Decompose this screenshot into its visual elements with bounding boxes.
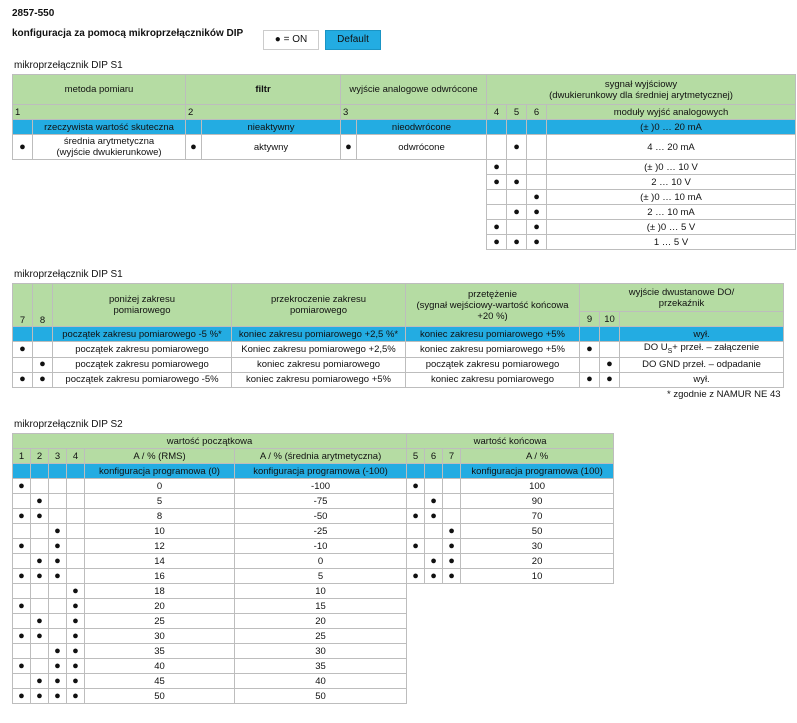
h-end: A / % xyxy=(461,449,614,464)
h-avg: A / % (średnia arytmetyczna) xyxy=(235,449,407,464)
dip-s1-table-a: metoda pomiaru filtr wyjście analogowe odwrócone sygnał wyjściowy (dwukierunkowy dla średniej arytmetycznej) 1 2 3 4 5 6 moduły wyjść analogowych rzeczywista wartość skuteczna nieaktywny nieodwrócone (± )0 … 20 mA ● średnia arytmetyczna (wyjście dwukierunkowe) ● aktywny ● odwrócone ● 4 … 20 mA ● (± )0 … 10 V ● ● 2 … 10 V ● (± )0 … 10 mA ● ● 2 … 10 mA ● ● (± )0 … 5 V ● ● ● 1 … 5 V xyxy=(12,74,796,250)
default-output: (± )0 … 20 mA xyxy=(547,120,796,135)
table-row: ● ● ● 16 5 ● ● ● 10 xyxy=(13,569,614,584)
h-metoda: metoda pomiaru xyxy=(13,75,186,105)
do-us-zalaczenie: DO $U_S+$ przeł. – załączenie xyxy=(620,342,784,358)
namur-note: * zgodnie z NAMUR NE 43 xyxy=(667,389,781,400)
metoda-srednia: średnia arytmetyczna (wyjście dwukierunkowe) xyxy=(33,135,186,160)
num-4: 4 xyxy=(487,105,507,120)
table3-title: mikroprzełącznik DIP S2 xyxy=(14,419,123,430)
table2-title: mikroprzełącznik DIP S1 xyxy=(14,269,123,280)
num-6: 6 xyxy=(527,105,547,120)
table-row: ● ● ● 40 35 xyxy=(13,659,614,674)
table-row: ● ● 20 15 xyxy=(13,599,614,614)
default-button[interactable]: Default xyxy=(325,30,381,50)
num-3: 3 xyxy=(341,105,487,120)
out-2-10v: 2 … 10 V xyxy=(547,175,796,190)
h-wartosc-koncowa: wartość końcowa xyxy=(407,434,614,449)
table1-title: mikroprzełącznik DIP S1 xyxy=(14,60,123,71)
product-code: 2857-550 xyxy=(12,8,55,19)
h-ponizej: poniżej zakresu pomiarowego xyxy=(53,284,232,327)
odwrocone: odwrócone xyxy=(357,135,487,160)
table-row: ● ● 14 0 ● ● 20 xyxy=(13,554,614,569)
table-row: ● ● ● 45 40 xyxy=(13,674,614,689)
table-row: ● ● ● ● 50 50 xyxy=(13,689,614,704)
num-1: 1 xyxy=(13,105,186,120)
out-10v: (± )0 … 10 V xyxy=(547,160,796,175)
table-row: ● 0 -100 ● 100 xyxy=(13,479,614,494)
h-filtr: filtr xyxy=(186,75,341,105)
out-1-5v: 1 … 5 V xyxy=(547,235,796,250)
table-row: ● ● 35 30 xyxy=(13,644,614,659)
default-metoda: rzeczywista wartość skuteczna xyxy=(33,120,186,135)
out-5v: (± )0 … 5 V xyxy=(547,220,796,235)
page-subtitle: konfiguracja za pomocą mikroprzełączników DIP xyxy=(12,28,244,39)
h-przetezenie: przetężenie (sygnał wejściowy-wartość końcowa +20 %) xyxy=(406,284,580,327)
default-odwrocone: nieodwrócone xyxy=(357,120,487,135)
filtr-aktywny: aktywny xyxy=(202,135,341,160)
num-10: 10 xyxy=(600,312,620,327)
h-rms: A / % (RMS) xyxy=(85,449,235,464)
table-row: ● ● 8 -50 ● ● 70 xyxy=(13,509,614,524)
h-sygnal: sygnał wyjściowy (dwukierunkowy dla średniej arytmetycznej) xyxy=(487,75,796,105)
legend-on-button[interactable]: ● = ON xyxy=(263,30,319,50)
out-4-20ma: 4 … 20 mA xyxy=(547,135,796,160)
num-8: 8 xyxy=(33,284,53,327)
table-row: ● ● ● 30 25 xyxy=(13,629,614,644)
dip-s1-table-b: 7 8 poniżej zakresu pomiarowego przekroczenie zakresu pomiarowego przetężenie (sygnał wejściowy-wartość końcowa +20 %) wyjście dwustanowe DO/ przekaźnik 9 10 początek zakresu pomiarowego -5 %* koniec zakresu pomiarowego +2,5 %* koniec zakresu pomiarowego +5% wył. ● początek zakresu pomiarowego Koniec zakresu pomiarowego +2,5% koniec zakresu pomiarowego +5% ● DO $U_S+$ przeł. – załączenie ● początek zakresu pomiarowego koniec zakresu pomiarowego początek zakresu pomiarowego ● DO GND przeł. – odpadanie ● ● początek zakresu pomiarowego -5% koniec zakresu pomiarowego +5% koniec zakresu pomiarowego ● ● wył. xyxy=(12,283,784,388)
dip-s2-table: wartość początkowa wartość końcowa 1 2 3 4 A / % (RMS) A / % (średnia arytmetyczna) 5 6 7 A / % konfiguracja programowa (0) konfiguracja programowa (-100) konfiguracja programowa (100) ● 0 -100 ● 100 ● 5 -75 ● 90 ● ● 8 -50 ● ● 70 ● 10 -25 ● 50 ● ● 12 -10 ● ● 30 ● ● 14 0 ● ● 20 ● ● ● 16 5 ● ● ● 10 ● 18 10 ● ● 20 15 ● ● 25 20 ● ● ● 30 25 ● ● 35 30 ● ● ● 40 35 ● ● ● 45 40 ● ● ● ● 50 50 xyxy=(12,433,614,704)
h-wyjscie-odwrocone: wyjście analogowe odwrócone xyxy=(341,75,487,105)
num-9: 9 xyxy=(580,312,600,327)
table-row: ● ● 25 20 xyxy=(13,614,614,629)
h-wartosc-poczatkowa: wartość początkowa xyxy=(13,434,407,449)
default-filtr: nieaktywny xyxy=(202,120,341,135)
table-row: ● 10 -25 ● 50 xyxy=(13,524,614,539)
num-7: 7 xyxy=(13,284,33,327)
num-2: 2 xyxy=(186,105,341,120)
table-row: ● 5 -75 ● 90 xyxy=(13,494,614,509)
table-row: ● 18 10 xyxy=(13,584,614,599)
table-row: ● ● 12 -10 ● ● 30 xyxy=(13,539,614,554)
out-10ma: (± )0 … 10 mA xyxy=(547,190,796,205)
h-moduly: moduły wyjść analogowych xyxy=(547,105,796,120)
h-do: wyjście dwustanowe DO/ przekaźnik xyxy=(580,284,784,312)
h-przekroczenie: przekroczenie zakresu pomiarowego xyxy=(232,284,406,327)
out-2-10ma: 2 … 10 mA xyxy=(547,205,796,220)
num-5: 5 xyxy=(507,105,527,120)
